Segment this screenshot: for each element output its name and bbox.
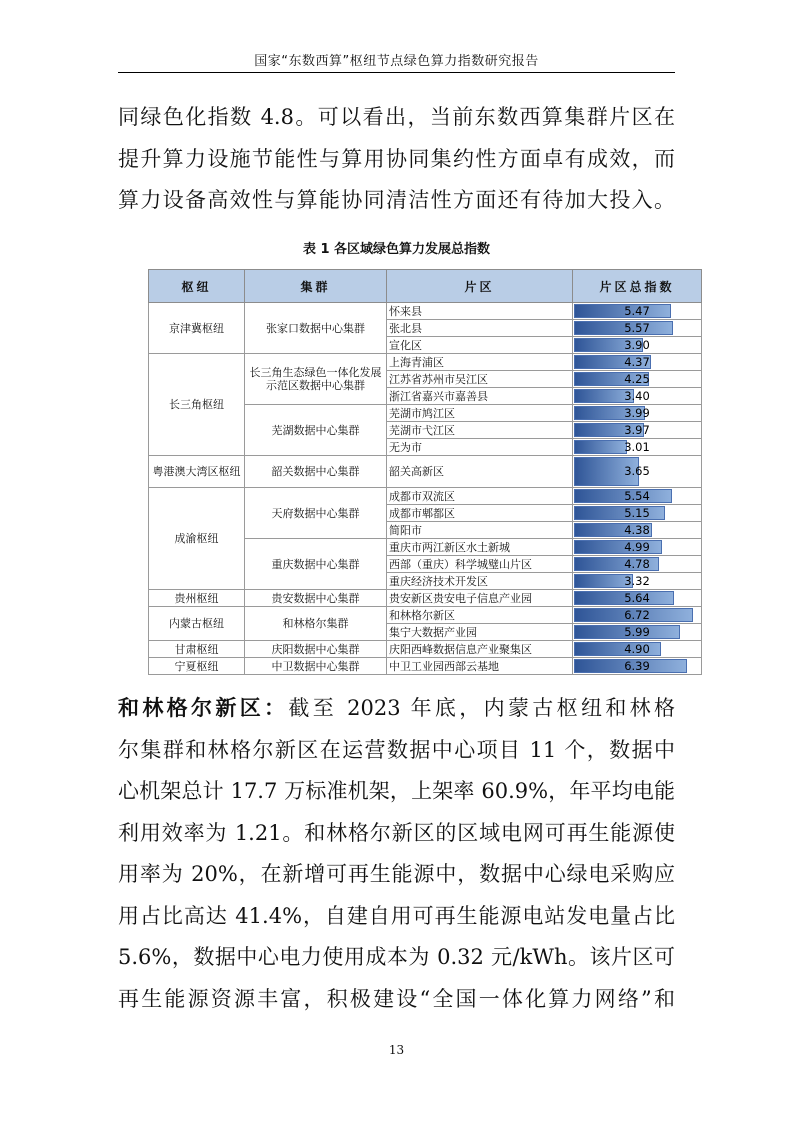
zone-cell: 芜湖市鸠江区 bbox=[387, 405, 573, 422]
table-body bbox=[149, 303, 702, 675]
index-cell bbox=[573, 556, 702, 573]
index-cell bbox=[573, 303, 702, 320]
page-number: 13 bbox=[388, 1043, 405, 1057]
zone-cell: 芜湖市弋江区 bbox=[387, 422, 573, 439]
index-cell bbox=[573, 590, 702, 607]
zone-cell: 贵安新区贵安电子信息产业园 bbox=[387, 590, 573, 607]
text-line: 用占比高达 41.4%，自建自用可再生能源电站发电量占比 bbox=[118, 903, 675, 928]
table-row bbox=[149, 590, 702, 607]
zone-cell: 无为市 bbox=[387, 439, 573, 456]
zone-cell: 浙江省嘉兴市嘉善县 bbox=[387, 388, 573, 405]
header-zone: 片区 bbox=[387, 270, 573, 303]
cluster-cell: 芜湖数据中心集群 bbox=[245, 405, 387, 456]
text-line: 利用效率为 1.21。和林格尔新区的区域电网可再生能源使 bbox=[118, 820, 675, 845]
header-rule bbox=[118, 72, 675, 73]
paragraph-helinger bbox=[118, 688, 675, 1020]
index-value: 6.39 bbox=[624, 658, 650, 673]
cluster-cell: 和林格尔集群 bbox=[245, 607, 387, 641]
zone-cell: 宣化区 bbox=[387, 337, 573, 354]
cluster-cell: 重庆数据中心集群 bbox=[245, 539, 387, 590]
hub-cell: 内蒙古枢纽 bbox=[149, 607, 245, 641]
index-cell bbox=[573, 658, 702, 675]
hub-cell: 长三角枢纽 bbox=[149, 354, 245, 456]
index-value: 4.25 bbox=[624, 371, 650, 386]
zone-cell: 成都市双流区 bbox=[387, 488, 573, 505]
hub-cell: 宁夏枢纽 bbox=[149, 658, 245, 675]
zone-cell: 西部（重庆）科学城璧山片区 bbox=[387, 556, 573, 573]
index-cell bbox=[573, 388, 702, 405]
hub-cell: 贵州枢纽 bbox=[149, 590, 245, 607]
text-line: 用率为 20%，在新增可再生能源中，数据中心绿电采购应 bbox=[118, 862, 675, 886]
cluster-cell: 张家口数据中心集群 bbox=[245, 303, 387, 354]
index-value: 5.64 bbox=[624, 590, 650, 605]
zone-cell: 中卫工业园西部云基地 bbox=[387, 658, 573, 675]
text-line: 算力设备高效性与算能协同清洁性方面还有待加大投入。 bbox=[118, 188, 675, 212]
index-cell bbox=[573, 539, 702, 556]
cluster-cell: 庆阳数据中心集群 bbox=[245, 641, 387, 658]
zone-cell: 和林格尔新区 bbox=[387, 607, 573, 624]
zone-cell: 庆阳西峰数据信息产业聚集区 bbox=[387, 641, 573, 658]
zone-cell: 集宁大数据产业园 bbox=[387, 624, 573, 641]
hub-cell: 成渝枢纽 bbox=[149, 488, 245, 590]
zone-cell: 韶关高新区 bbox=[387, 456, 573, 488]
paragraph-intro bbox=[118, 97, 675, 222]
index-value: 6.72 bbox=[624, 607, 650, 622]
text-line: 心机架总计 17.7 万标准机架，上架率 60.9%，年平均电能 bbox=[118, 779, 675, 803]
index-value: 4.99 bbox=[624, 539, 650, 554]
index-value: 5.57 bbox=[624, 320, 650, 335]
cluster-cell: 长三角生态绿色一体化发展示范区数据中心集群 bbox=[245, 354, 387, 405]
index-value: 3.40 bbox=[624, 388, 650, 403]
index-cell bbox=[573, 641, 702, 658]
text-line: 5.6%，数据中心电力使用成本为 0.32 元/kWh。该片区可 bbox=[118, 945, 675, 969]
header-hub: 枢纽 bbox=[149, 270, 245, 303]
zone-cell: 张北县 bbox=[387, 320, 573, 337]
text-line bbox=[118, 688, 675, 730]
cluster-cell: 韶关数据中心集群 bbox=[245, 456, 387, 488]
index-value: 4.38 bbox=[624, 522, 650, 537]
table-caption: 表 1 各区域绿色算力发展总指数 bbox=[302, 242, 491, 257]
table-row bbox=[149, 488, 702, 505]
zone-cell: 上海青浦区 bbox=[387, 354, 573, 371]
index-value: 3.32 bbox=[624, 573, 650, 588]
zone-cell: 成都市郫都区 bbox=[387, 505, 573, 522]
index-cell bbox=[573, 439, 702, 456]
index-cell bbox=[573, 320, 702, 337]
table-row bbox=[149, 607, 702, 624]
index-value: 4.78 bbox=[624, 556, 650, 571]
table-row bbox=[149, 456, 702, 488]
text-line: 尔集群和林格尔新区在运营数据中心项目 11 个，数据中 bbox=[118, 737, 675, 762]
table-row bbox=[149, 641, 702, 658]
index-cell bbox=[573, 337, 702, 354]
index-value: 3.65 bbox=[624, 464, 650, 478]
index-cell bbox=[573, 522, 702, 539]
index-value: 5.15 bbox=[624, 505, 650, 520]
zone-cell: 重庆市两江新区水土新城 bbox=[387, 539, 573, 556]
cluster-cell: 天府数据中心集群 bbox=[245, 488, 387, 539]
index-cell bbox=[573, 456, 702, 488]
hub-cell: 粤港澳大湾区枢纽 bbox=[149, 456, 245, 488]
index-cell bbox=[573, 505, 702, 522]
table-header-row bbox=[149, 270, 702, 303]
cluster-cell: 贵安数据中心集群 bbox=[245, 590, 387, 607]
zone-cell: 怀来县 bbox=[387, 303, 573, 320]
index-cell bbox=[573, 607, 702, 624]
index-value: 3.01 bbox=[624, 439, 650, 454]
text-line: 提升算力设施节能性与算用协同集约性方面卓有成效，而 bbox=[118, 146, 675, 171]
hub-cell: 甘肃枢纽 bbox=[149, 641, 245, 658]
text-line: 同绿色化指数 4.8。可以看出，当前东数西算集群片区在 bbox=[118, 105, 675, 129]
hub-cell: 京津冀枢纽 bbox=[149, 303, 245, 354]
index-value: 5.47 bbox=[624, 303, 650, 318]
zone-cell: 江苏省苏州市吴江区 bbox=[387, 371, 573, 388]
index-value: 3.99 bbox=[624, 405, 650, 420]
index-value: 3.90 bbox=[624, 337, 650, 352]
cluster-cell: 中卫数据中心集群 bbox=[245, 658, 387, 675]
index-table bbox=[148, 269, 702, 675]
header-cluster: 集群 bbox=[245, 270, 387, 303]
index-value: 4.90 bbox=[624, 641, 650, 656]
index-cell bbox=[573, 573, 702, 590]
zone-cell: 简阳市 bbox=[387, 522, 573, 539]
zone-cell: 重庆经济技术开发区 bbox=[387, 573, 573, 590]
index-value: 3.97 bbox=[624, 422, 650, 437]
index-cell bbox=[573, 354, 702, 371]
running-header: 国家“东数西算”枢纽节点绿色算力指数研究报告 bbox=[254, 54, 539, 69]
index-cell bbox=[573, 371, 702, 388]
index-cell bbox=[573, 624, 702, 641]
table-row bbox=[149, 303, 702, 320]
index-cell bbox=[573, 422, 702, 439]
header-index: 片区总指数 bbox=[573, 270, 702, 303]
text-line: 再生能源资源丰富，积极建设“全国一体化算力网络”和 bbox=[118, 986, 675, 1011]
table-row bbox=[149, 658, 702, 675]
index-value: 4.37 bbox=[624, 354, 650, 369]
index-value: 5.99 bbox=[624, 624, 650, 639]
section-lead: 和林格尔新区： bbox=[118, 696, 289, 720]
text-fragment: 截至 2023 年底，内蒙古枢纽和林格 bbox=[288, 696, 676, 720]
table-row bbox=[149, 354, 702, 371]
index-value: 5.54 bbox=[624, 488, 650, 503]
index-cell bbox=[573, 405, 702, 422]
index-cell bbox=[573, 488, 702, 505]
